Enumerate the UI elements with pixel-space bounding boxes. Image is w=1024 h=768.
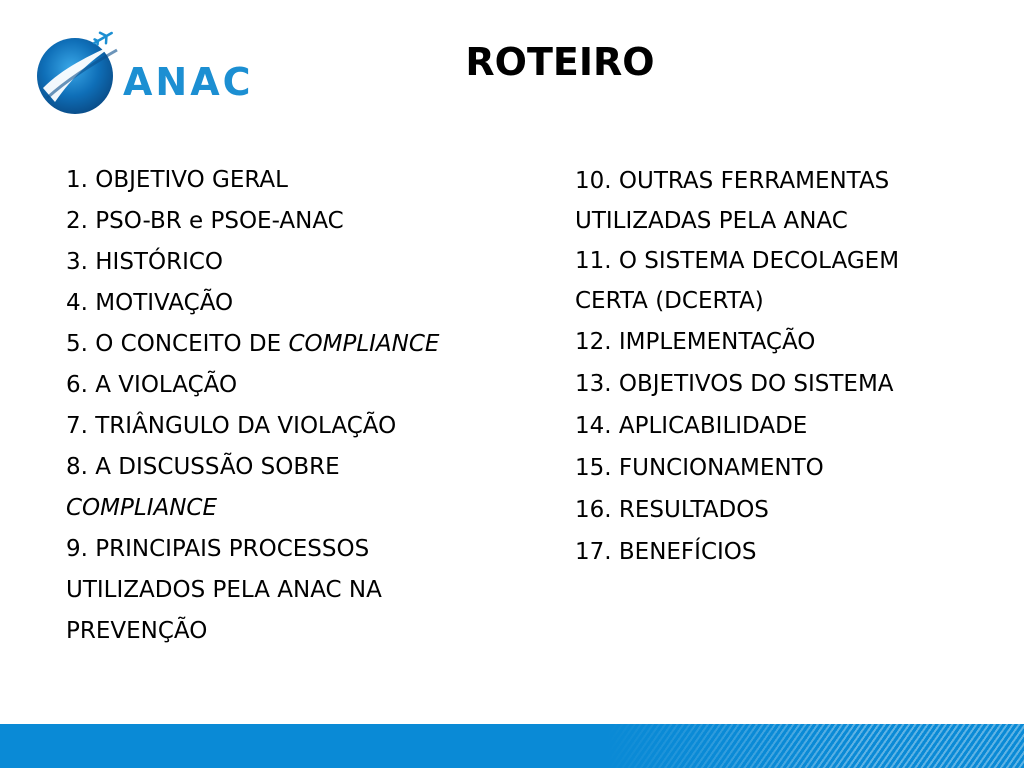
agenda-list-left bbox=[66, 160, 536, 652]
footer-bar bbox=[0, 724, 1024, 768]
agenda-item: 7. TRIÂNGULO DA VIOLAÇÃO bbox=[66, 413, 397, 439]
agenda-item: 12. IMPLEMENTAÇÃO bbox=[575, 329, 816, 355]
anac-logo bbox=[33, 28, 283, 120]
agenda-item: 11. O SISTEMA DECOLAGEM bbox=[575, 248, 900, 274]
agenda-item-continuation: UTILIZADOS PELA ANAC NA bbox=[66, 577, 382, 603]
agenda-item-continuation: UTILIZADAS PELA ANAC bbox=[575, 208, 848, 234]
agenda-list-right bbox=[575, 161, 995, 573]
agenda-item: 10. OUTRAS FERRAMENTAS bbox=[575, 168, 890, 194]
agenda-item-continuation: CERTA (DCERTA) bbox=[575, 288, 764, 314]
agenda-item: 14. APLICABILIDADE bbox=[575, 413, 808, 439]
agenda-item: 3. HISTÓRICO bbox=[66, 249, 224, 275]
agenda-item-continuation: PREVENÇÃO bbox=[66, 618, 208, 644]
agenda-item: 13. OBJETIVOS DO SISTEMA bbox=[575, 371, 894, 397]
globe-airplane-icon bbox=[33, 28, 123, 120]
logo-wordmark: ANAC bbox=[123, 60, 254, 104]
agenda-item: 9. PRINCIPAIS PROCESSOS bbox=[66, 536, 370, 562]
agenda-item: 4. MOTIVAÇÃO bbox=[66, 290, 234, 316]
agenda-item: 1. OBJETIVO GERAL bbox=[66, 167, 288, 193]
agenda-item: 2. PSO-BR e PSOE-ANAC bbox=[66, 208, 344, 234]
agenda-item: 8. A DISCUSSÃO SOBRE bbox=[66, 454, 340, 480]
agenda-item: 5. O CONCEITO DE COMPLIANCE bbox=[66, 331, 440, 357]
page-title: ROTEIRO bbox=[465, 40, 655, 84]
agenda-item: 16. RESULTADOS bbox=[575, 497, 769, 523]
agenda-item-italic: COMPLIANCE bbox=[288, 331, 440, 357]
agenda-item-continuation: COMPLIANCE bbox=[66, 495, 218, 521]
agenda-item: 17. BENEFÍCIOS bbox=[575, 539, 757, 565]
agenda-item: 6. A VIOLAÇÃO bbox=[66, 372, 238, 398]
footer-pattern bbox=[604, 724, 1024, 768]
agenda-item: 15. FUNCIONAMENTO bbox=[575, 455, 824, 481]
